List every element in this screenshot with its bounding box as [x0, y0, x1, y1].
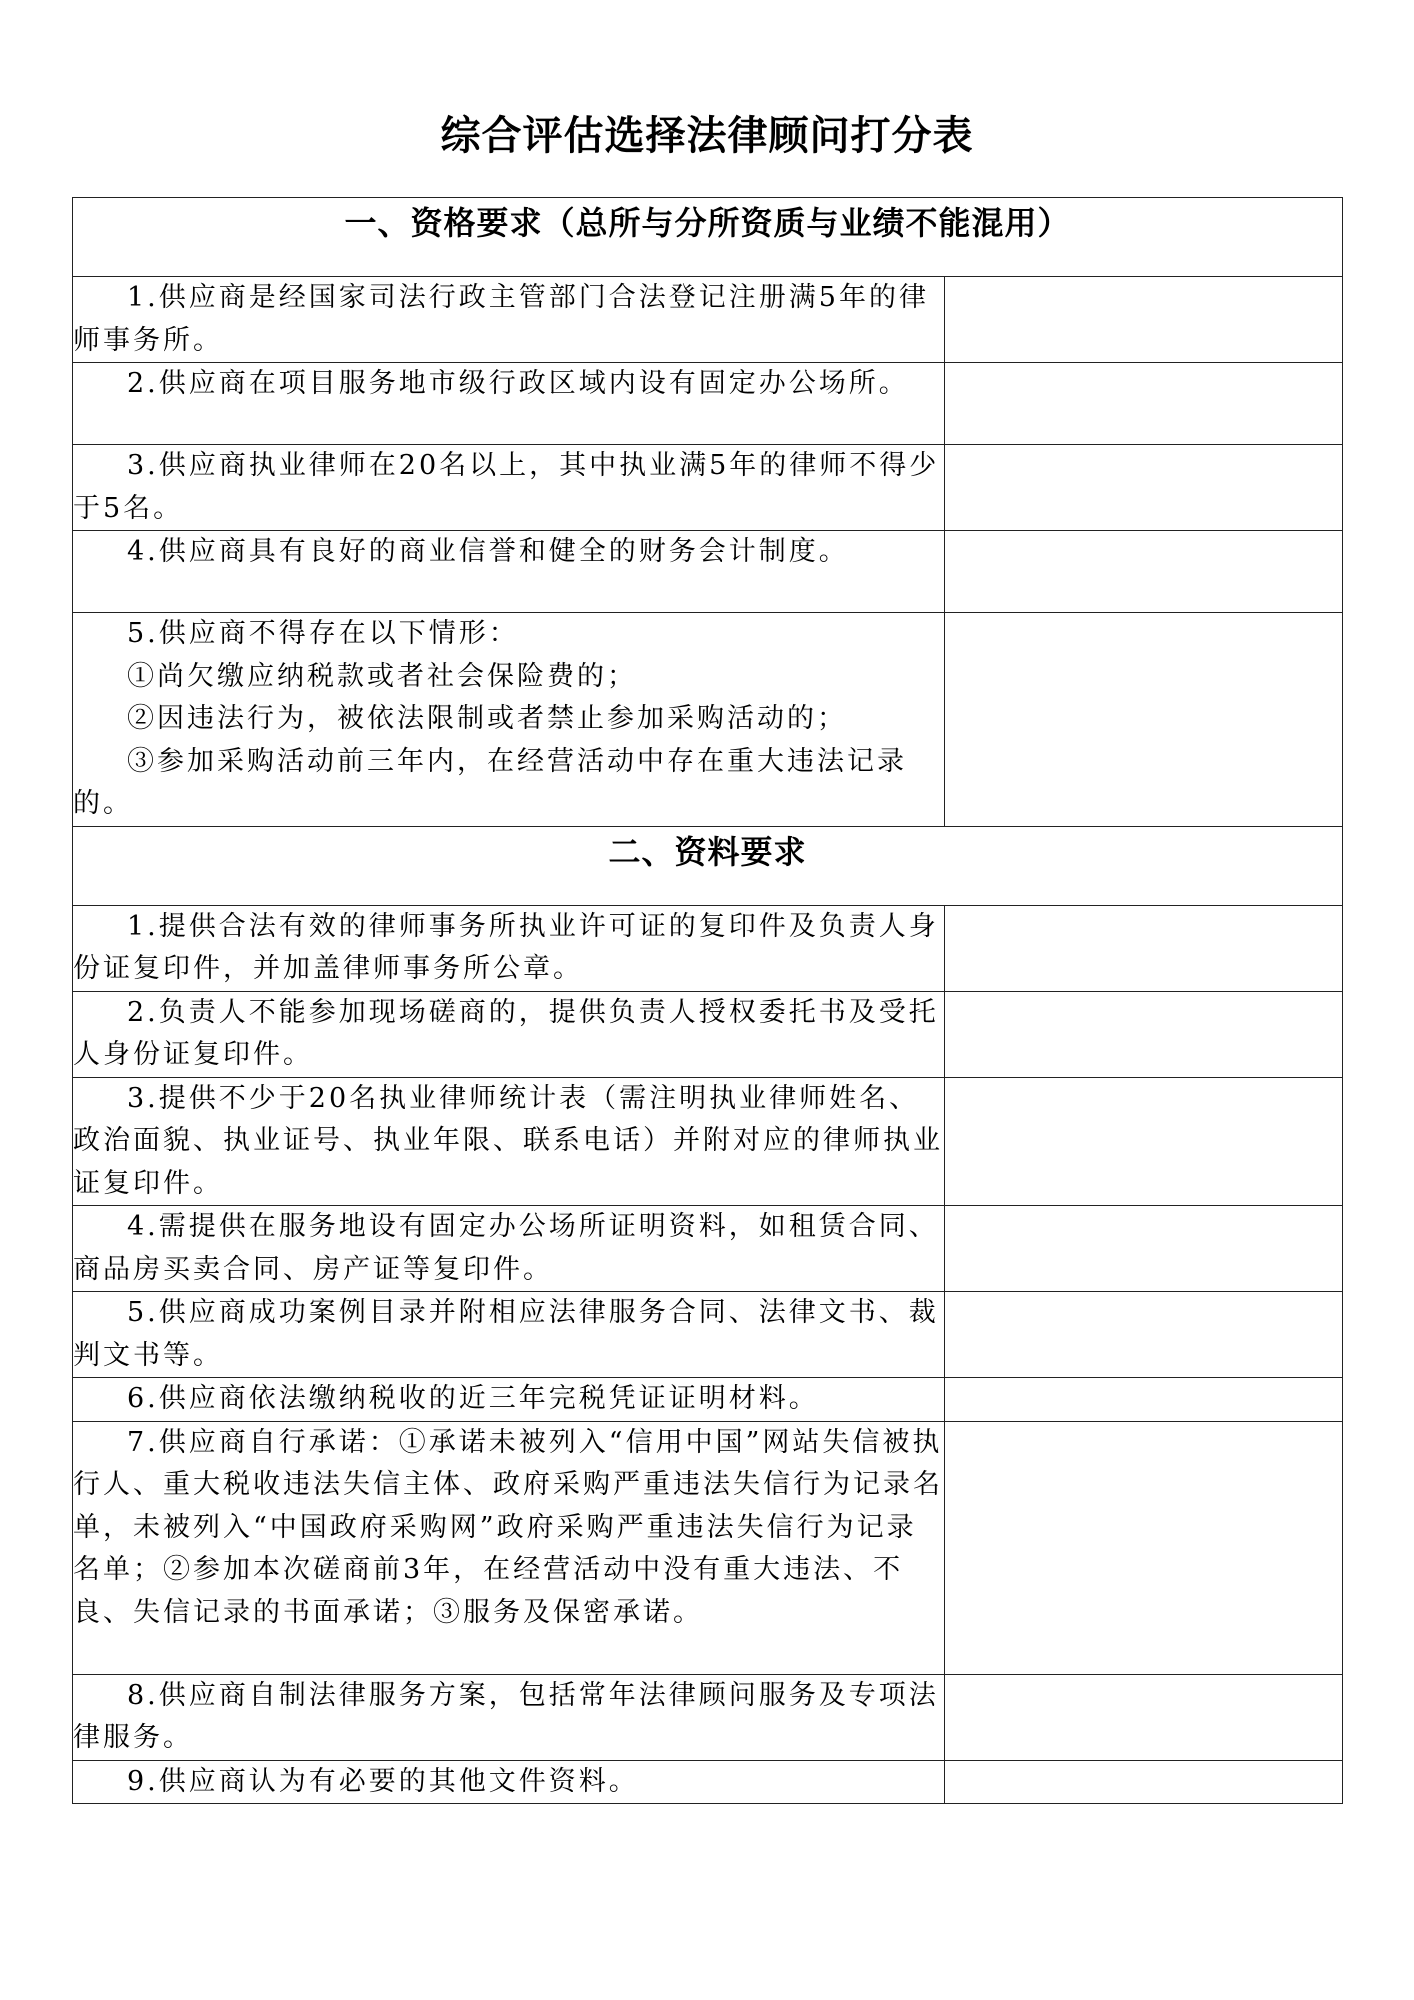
- table-row: [73, 277, 1343, 363]
- score-cell[interactable]: [944, 905, 1342, 991]
- requirement-text: 8.供应商自制法律服务方案，包括常年法律顾问服务及专项法律服务。: [73, 1674, 945, 1760]
- table-row: [73, 1292, 1343, 1378]
- table-row: [73, 1674, 1343, 1760]
- table-row: [73, 531, 1343, 613]
- score-cell[interactable]: [944, 1206, 1342, 1292]
- table-row: [73, 1760, 1343, 1804]
- section-header-row: [73, 198, 1343, 277]
- table-row: [73, 905, 1343, 991]
- score-cell[interactable]: [944, 1760, 1342, 1804]
- requirement-text: 1.供应商是经国家司法行政主管部门合法登记注册满5年的律师事务所。: [73, 277, 945, 363]
- score-cell[interactable]: [944, 531, 1342, 613]
- score-cell[interactable]: [944, 991, 1342, 1077]
- table-row: [73, 613, 1343, 827]
- table-row: [73, 1206, 1343, 1292]
- section-heading-qualification: 一、资格要求（总所与分所资质与业绩不能混用）: [73, 198, 1343, 277]
- score-cell[interactable]: [944, 277, 1342, 363]
- score-cell[interactable]: [944, 1077, 1342, 1206]
- requirement-text: 6.供应商依法缴纳税收的近三年完税凭证证明材料。: [73, 1378, 945, 1422]
- requirement-text: 4.需提供在服务地设有固定办公场所证明资料，如租赁合同、商品房买卖合同、房产证等复印件。: [73, 1206, 945, 1292]
- requirement-text: 2.供应商在项目服务地市级行政区域内设有固定办公场所。: [73, 363, 945, 445]
- requirement-text: 9.供应商认为有必要的其他文件资料。: [73, 1760, 945, 1804]
- scoring-table: [72, 197, 1343, 1804]
- score-cell[interactable]: [944, 445, 1342, 531]
- table-row: [73, 1077, 1343, 1206]
- section-heading-materials: 二、资料要求: [73, 826, 1343, 905]
- score-cell[interactable]: [944, 1292, 1342, 1378]
- table-row: [73, 363, 1343, 445]
- requirement-text: 3.提供不少于20名执业律师统计表（需注明执业律师姓名、政治面貌、执业证号、执业年限、联系电话）并附对应的律师执业证复印件。: [73, 1077, 945, 1206]
- score-cell[interactable]: [944, 1674, 1342, 1760]
- score-cell[interactable]: [944, 1421, 1342, 1674]
- requirement-text: 1.提供合法有效的律师事务所执业许可证的复印件及负责人身份证复印件，并加盖律师事务所公章。: [73, 905, 945, 991]
- requirement-text: 7.供应商自行承诺：①承诺未被列入“信用中国”网站失信被执行人、重大税收违法失信主体、政府采购严重违法失信行为记录名单，未被列入“中国政府采购网”政府采购严重违法失信行为记录名单；②参加本次磋商前3年，在经营活动中没有重大违法、不良、失信记录的书面承诺；③服务及保密承诺。: [73, 1421, 945, 1674]
- requirement-text: 3.供应商执业律师在20名以上，其中执业满5年的律师不得少于5名。: [73, 445, 945, 531]
- score-cell[interactable]: [944, 613, 1342, 827]
- score-cell[interactable]: [944, 363, 1342, 445]
- table-row: [73, 1421, 1343, 1674]
- requirement-text: 5.供应商成功案例目录并附相应法律服务合同、法律文书、裁判文书等。: [73, 1292, 945, 1378]
- table-row: [73, 991, 1343, 1077]
- score-cell[interactable]: [944, 1378, 1342, 1422]
- page-title: 综合评估选择法律顾问打分表: [440, 113, 974, 159]
- section-header-row: [73, 826, 1343, 905]
- requirement-text: 4.供应商具有良好的商业信誉和健全的财务会计制度。: [73, 531, 945, 613]
- table-row: [73, 1378, 1343, 1422]
- requirement-text: 2.负责人不能参加现场磋商的，提供负责人授权委托书及受托人身份证复印件。: [73, 991, 945, 1077]
- table-row: [73, 445, 1343, 531]
- requirement-text: 5.供应商不得存在以下情形： ①尚欠缴应纳税款或者社会保险费的； ②因违法行为，被依法限制或者禁止参加采购活动的； ③参加采购活动前三年内，在经营活动中存在重大违法记录的。: [73, 613, 945, 827]
